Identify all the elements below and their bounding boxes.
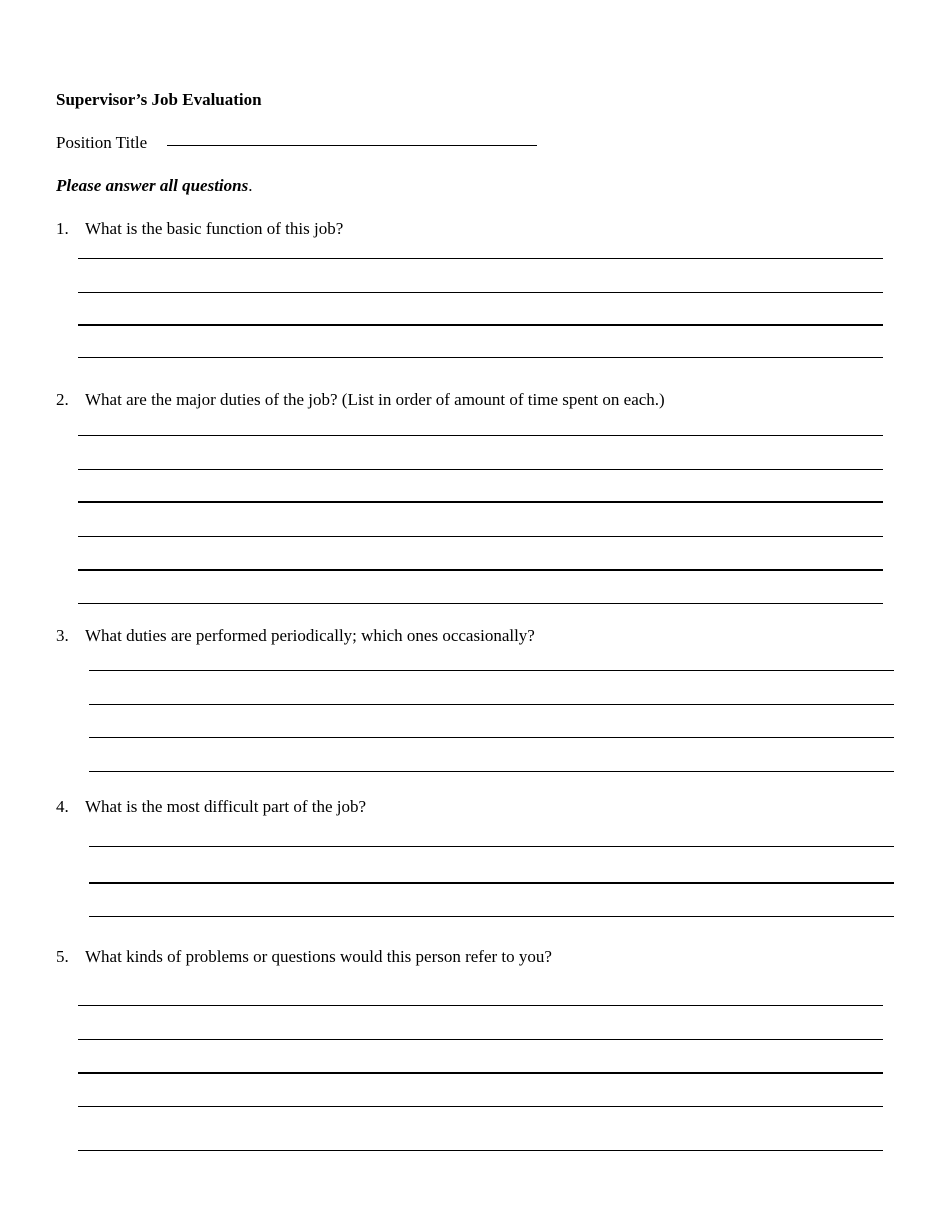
answer-1-line-4[interactable] [78, 357, 883, 358]
question-number: 3. [56, 626, 69, 645]
question-number: 2. [56, 390, 69, 409]
answer-5-line-3[interactable] [78, 1072, 883, 1074]
answer-2-line-4[interactable] [78, 536, 883, 537]
answer-4-line-2[interactable] [89, 882, 894, 884]
question-number: 4. [56, 797, 69, 816]
answer-4-line-1[interactable] [89, 846, 894, 847]
answer-4-line-3[interactable] [89, 916, 894, 917]
question-2 [56, 390, 665, 410]
answer-2-line-1[interactable] [78, 435, 883, 436]
answer-1-line-3[interactable] [78, 324, 883, 326]
question-5 [56, 947, 552, 967]
position-title-field[interactable] [167, 145, 537, 146]
answer-2-line-5[interactable] [78, 569, 883, 571]
question-3 [56, 626, 535, 646]
question-text: What are the major duties of the job? (List in order of amount of time spent on each.) [85, 390, 665, 409]
position-title-label: Position Title [56, 133, 148, 152]
answer-2-line-3[interactable] [78, 501, 883, 503]
answer-1-line-2[interactable] [78, 292, 883, 293]
answer-2-line-6[interactable] [78, 603, 883, 604]
instructions [56, 176, 252, 196]
answer-3-line-3[interactable] [89, 737, 894, 738]
question-text: What is the most difficult part of the job? [85, 797, 367, 816]
answer-5-line-5[interactable] [78, 1150, 883, 1151]
page-title: Supervisor’s Job Evaluation [56, 90, 262, 109]
answer-5-line-2[interactable] [78, 1039, 883, 1040]
instruction-period: . [248, 176, 253, 195]
question-number: 5. [56, 947, 69, 966]
answer-3-line-1[interactable] [89, 670, 894, 671]
answer-5-line-4[interactable] [78, 1106, 883, 1107]
question-4 [56, 797, 366, 817]
question-number: 1. [56, 219, 69, 238]
answer-2-line-2[interactable] [78, 469, 883, 470]
answer-3-line-4[interactable] [89, 771, 894, 772]
question-text: What is the basic function of this job? [85, 219, 344, 238]
question-text: What kinds of problems or questions would this person refer to you? [85, 947, 552, 966]
question-text: What duties are performed periodically; which ones occasionally? [85, 626, 535, 645]
answer-1-line-1[interactable] [78, 258, 883, 259]
question-1 [56, 219, 343, 239]
instruction-text: Please answer all questions [56, 176, 249, 195]
answer-5-line-1[interactable] [78, 1005, 883, 1006]
answer-3-line-2[interactable] [89, 704, 894, 705]
